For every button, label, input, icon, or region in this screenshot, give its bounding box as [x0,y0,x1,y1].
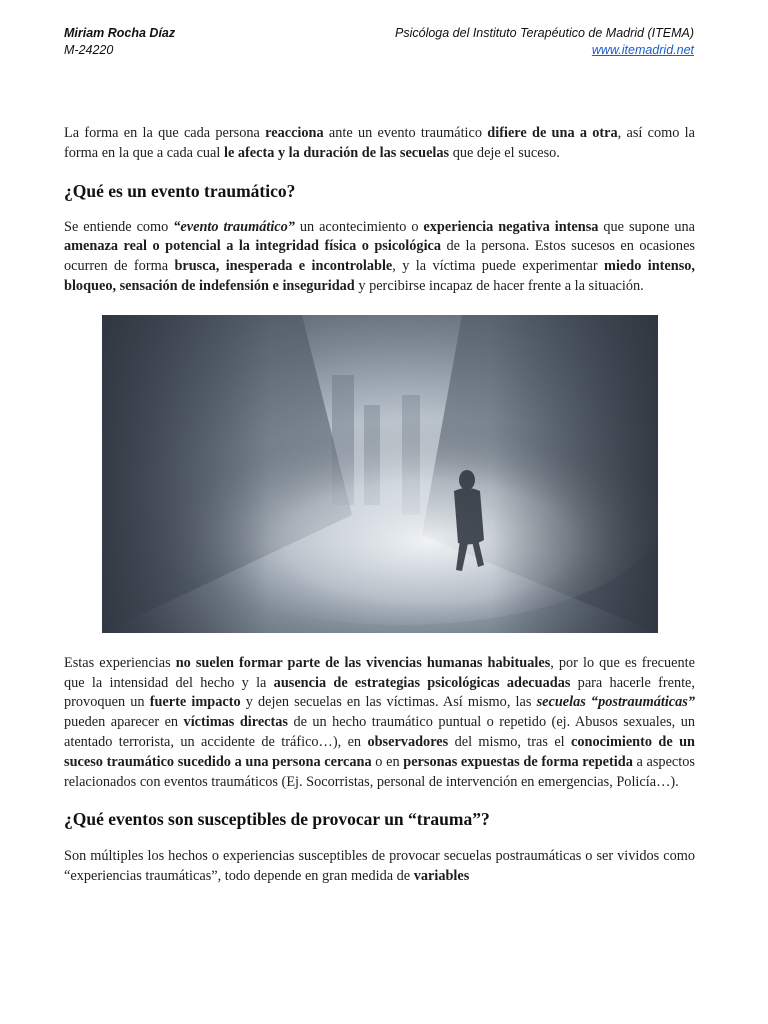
author-name: Miriam Rocha Díaz [64,26,176,40]
section-heading-trauma-events: ¿Qué eventos son susceptibles de provocar un “trauma”? [64,809,490,830]
events-paragraph: Son múltiples los hechos o experiencias susceptibles de provocar secuelas postraumáticas o ser vividos como “experiencias traumáticas”, todo depende en gran medida de variables [64,848,695,885]
page-header-right [395,25,694,59]
document-body [64,124,695,887]
website-link[interactable]: www.itemadrid.net [591,43,694,57]
photo-illustration [102,315,658,633]
experiences-paragraph: Estas experiencias no suelen formar parte de las vivencias humanas habituales, por lo que es frecuente que la intensidad del hecho y la ausencia de estrategias psicológicas adecuadas para hacerle frente, provoquen un fuerte impacto y dejen secuelas en las víctimas. Así mismo, las secuelas “postraumáticas” pueden aparecer en víctimas directas de un hecho traumático puntual o repetido (ej. Abusos sexuales, un atentado terrorista, un accidente de tráfico…), en observadores del mismo, tras el conocimiento de un suceso traumático sucedido a una persona cercana o en personas expuestas de forma repetida a aspectos relacionados con eventos traumáticos (Ej. Socorristas, personal de intervención en emergencias, Policía…). [64,654,695,790]
foggy-street-figure-photo [102,315,658,633]
definition-paragraph: Se entiende como “evento traumático” un acontecimiento o experiencia negativa intensa que supone una amenaza real o potencial a la integridad física o psicológica de la persona. Estos sucesos en ocasiones ocurren de forma brusca, inesperada e incontrolable, y la víctima puede experimentar miedo intenso, bloqueo, sensación de indefensión e inseguridad y percibirse incapaz de hacer frente a la situación. [64,218,696,294]
section-heading-traumatic-event: ¿Qué es un evento traumático? [64,180,296,201]
license-number: M-24220 [64,43,114,57]
intro-paragraph: La forma en la que cada persona reacciona ante un evento traumático difiere de una a otra, así como la forma en la que a cada cual le afecta y la duración de las secuelas que deje el suceso. [64,125,695,161]
page-header-left [64,25,175,59]
author-title: Psicóloga del Instituto Terapéutico de Madrid (ITEMA) [395,26,694,40]
